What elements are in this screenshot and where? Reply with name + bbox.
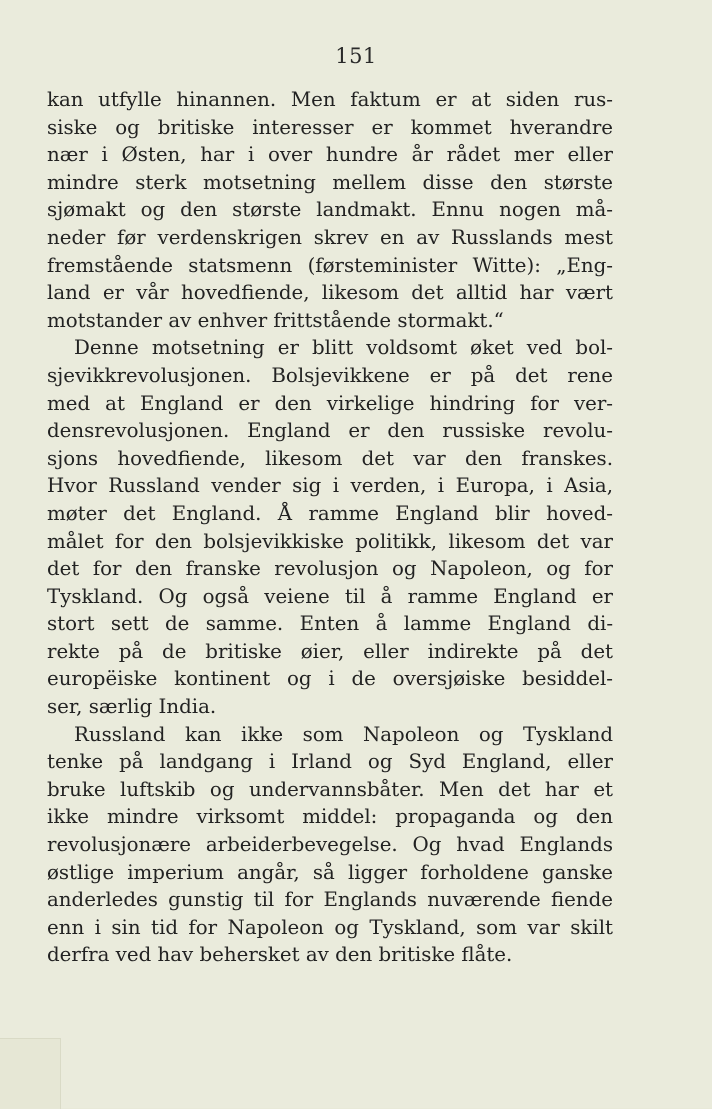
text-line: ser, særlig India. xyxy=(47,695,217,719)
text-line: nær i Østen, har i over hundre år rådet mer eller xyxy=(47,143,613,167)
text-line: densrevolusjonen. England er den russiske revolu- xyxy=(47,419,613,443)
text-line: fremstående statsmenn (førsteminister Witte): „Eng- xyxy=(47,253,613,277)
text-line: sjømakt og den største landmakt. Ennu nogen må- xyxy=(47,198,613,222)
text-line: siske og britiske interesser er kommet hverandre xyxy=(47,115,613,139)
text-line: derfra ved hav behersket av den britiske flåte. xyxy=(47,943,513,967)
text-line: sjons hovedfiende, likesom det var den franskes. xyxy=(47,446,613,470)
text-line: enn i sin tid for Napoleon og Tyskland, som var skilt xyxy=(47,915,613,939)
paragraph-first-line: Russland kan ikke som Napoleon og Tyskland xyxy=(74,722,613,746)
text-line: Hvor Russland vender sig i verden, i Europa, i Asia, xyxy=(47,474,613,498)
text-line: østlige imperium angår, så ligger forholdene ganske xyxy=(47,860,613,884)
text-line: rekte på de britiske øier, eller indirekte på det xyxy=(47,639,613,663)
text-line: motstander av enhver frittstående stormakt.“ xyxy=(47,308,504,332)
text-line: det for den franske revolusjon og Napoleon, og for xyxy=(47,557,613,581)
text-line: neder før verdenskrigen skrev en av Russlands mest xyxy=(47,225,613,249)
text-line: med at England er den virkelige hindring for ver- xyxy=(47,391,613,415)
paragraph-first-line: Denne motsetning er blitt voldsomt øket ved bol- xyxy=(74,336,613,360)
text-line: Tyskland. Og også veiene til å ramme England er xyxy=(47,584,613,608)
text-line: ikke mindre virksomt middel: propaganda og den xyxy=(47,805,613,829)
text-line: sjevikkrevolusjonen. Bolsjevikkene er på det rene xyxy=(47,363,613,387)
text-line: stort sett de samme. Enten å lamme England di- xyxy=(47,612,613,636)
text-line: mindre sterk motsetning mellem disse den største xyxy=(47,170,613,194)
text-line: målet for den bolsjevikkiske politikk, likesom det var xyxy=(47,529,613,553)
page-corner-shadow xyxy=(0,1038,61,1109)
body-text xyxy=(47,86,613,969)
text-line: møter det England. Å ramme England blir hoved- xyxy=(47,501,613,525)
text-line: kan utfylle hinannen. Men faktum er at siden rus- xyxy=(47,88,613,111)
text-line: anderledes gunstig til for Englands nuværende fiende xyxy=(47,888,613,912)
text-line: tenke på landgang i Irland og Syd England, eller xyxy=(47,750,613,774)
page-number: 151 xyxy=(335,44,377,68)
text-line: land er vår hovedfiende, likesom det alltid har vært xyxy=(47,281,613,305)
text-line: revolusjonære arbeiderbevegelse. Og hvad Englands xyxy=(47,833,613,857)
text-line: europëiske kontinent og i de oversjøiske besiddel- xyxy=(47,667,613,691)
text-line: bruke luftskib og undervannsbåter. Men det har et xyxy=(47,777,613,801)
